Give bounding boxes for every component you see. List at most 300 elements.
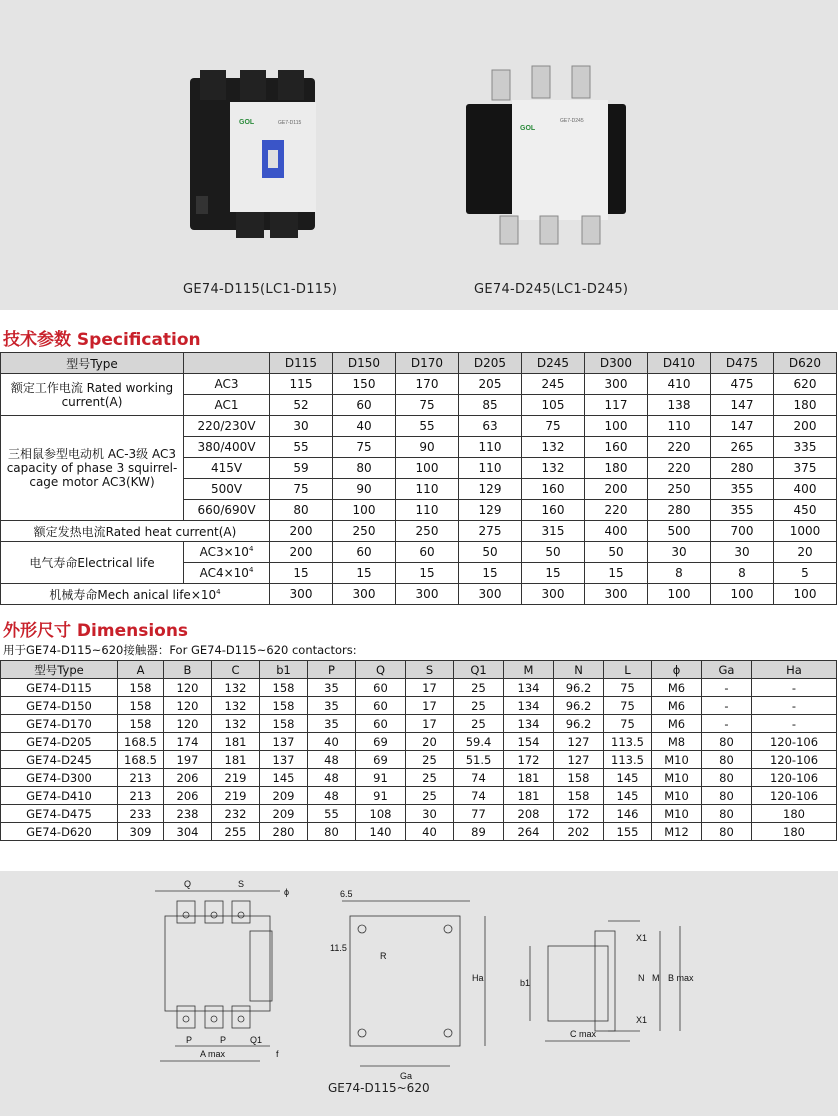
spec-cell: 75 [396, 395, 459, 416]
svg-text:S: S [238, 879, 245, 889]
dims-header-cell: Q1 [454, 661, 504, 679]
electrical-life-label: 电气寿命Electrical life [1, 542, 184, 584]
spec-cell: 110 [396, 479, 459, 500]
dims-header-cell: Ga [702, 661, 752, 679]
dims-cell: 181 [212, 751, 260, 769]
dims-cell: 60 [356, 697, 406, 715]
dims-cell: 113.5 [604, 733, 652, 751]
dims-cell: 255 [212, 823, 260, 841]
dims-cell: 75 [604, 679, 652, 697]
spec-cell: 250 [396, 521, 459, 542]
dims-header-row [1, 661, 837, 679]
spec-model: D620 [774, 353, 837, 374]
svg-text:6.5: 6.5 [340, 889, 353, 899]
row-sublabel: AC1 [184, 395, 270, 416]
dims-cell: 158 [118, 697, 164, 715]
spec-cell: 410 [648, 374, 711, 395]
spec-cell: 180 [585, 458, 648, 479]
dims-cell: 145 [260, 769, 308, 787]
dims-cell: 238 [164, 805, 212, 823]
svg-text:f: f [276, 1049, 279, 1059]
row-sublabel: 415V [184, 458, 270, 479]
dims-cell: 206 [164, 787, 212, 805]
svg-text:X1: X1 [636, 933, 648, 943]
svg-text:GE7-D245: GE7-D245 [560, 118, 584, 124]
spec-cell: 375 [774, 458, 837, 479]
spec-row-mech [1, 584, 837, 605]
spec-cell: 20 [774, 542, 837, 563]
dims-cell: M12 [652, 823, 702, 841]
dims-cell: 96.2 [554, 679, 604, 697]
dims-cell: M10 [652, 769, 702, 787]
spec-model: D475 [711, 353, 774, 374]
dims-cell: 25 [406, 787, 454, 805]
spec-cell: 132 [522, 437, 585, 458]
spec-cell: 110 [396, 500, 459, 521]
spec-cell: 180 [774, 395, 837, 416]
mech-life-label: 机械寿命Mech anical $life\times 10^4$ [1, 584, 270, 605]
dims-cell: 48 [308, 787, 356, 805]
dims-row [1, 679, 837, 697]
spec-cell: 280 [648, 500, 711, 521]
spec-cell: 220 [585, 500, 648, 521]
spec-cell: 52 [270, 395, 333, 416]
dims-cell: 145 [604, 787, 652, 805]
contactor-d245-image [466, 66, 626, 244]
dims-cell: 17 [406, 715, 454, 733]
spec-cell: 90 [333, 479, 396, 500]
spec-cell: 110 [459, 458, 522, 479]
spec-cell: 300 [396, 584, 459, 605]
dims-cell: 280 [260, 823, 308, 841]
dims-cell: 146 [604, 805, 652, 823]
dims-cell: 120-106 [752, 787, 837, 805]
product-photo-panel [0, 0, 838, 310]
dims-model-cell: GE74-D300 [1, 769, 118, 787]
dims-cell: 74 [454, 769, 504, 787]
spec-model: D150 [333, 353, 396, 374]
spec-row-elec-ac3 [1, 542, 837, 563]
spec-cell: 220 [648, 458, 711, 479]
dims-cell: 197 [164, 751, 212, 769]
dims-cell: 91 [356, 787, 406, 805]
spec-cell: 129 [459, 500, 522, 521]
dims-cell: 168.5 [118, 733, 164, 751]
dims-cell: 155 [604, 823, 652, 841]
dims-cell: 20 [406, 733, 454, 751]
spec-cell: 50 [585, 542, 648, 563]
dims-cell: 202 [554, 823, 604, 841]
dims-cell: 132 [212, 679, 260, 697]
dims-cell: M6 [652, 697, 702, 715]
dims-model-cell: GE74-D410 [1, 787, 118, 805]
spec-cell: 100 [711, 584, 774, 605]
spec-cell: 400 [774, 479, 837, 500]
dims-cell: 80 [702, 823, 752, 841]
motor-capacity-label: 三相鼠参型电动机 AC-3级 AC3 capacity of phase 3 squirrel-cage motor AC3(KW) [1, 416, 184, 521]
spec-cell: 100 [396, 458, 459, 479]
dims-cell: 134 [504, 715, 554, 733]
spec-cell: 1000 [774, 521, 837, 542]
dims-header-cell: C [212, 661, 260, 679]
dims-cell: 80 [702, 805, 752, 823]
spec-cell: 200 [270, 521, 333, 542]
dims-cell: - [702, 679, 752, 697]
spec-row-ac3 [1, 374, 837, 395]
svg-text:A max: A max [200, 1049, 226, 1059]
spec-cell: 50 [522, 542, 585, 563]
spec-cell: 300 [333, 584, 396, 605]
spec-cell: 60 [396, 542, 459, 563]
dims-cell: - [752, 697, 837, 715]
dims-cell: 80 [702, 751, 752, 769]
spec-cell: 75 [333, 437, 396, 458]
dims-cell: M6 [652, 715, 702, 733]
row-sublabel: AC3 [184, 374, 270, 395]
product-caption-d115: GE74-D115(LC1-D115) [183, 282, 338, 297]
dims-cell: 213 [118, 769, 164, 787]
dims-header-cell: N [554, 661, 604, 679]
dims-cell: 213 [118, 787, 164, 805]
rated-current-label: 额定工作电流 Rated working current(A) [1, 374, 184, 416]
svg-text:X1: X1 [636, 1015, 648, 1025]
dims-cell: 89 [454, 823, 504, 841]
dims-model-cell: GE74-D620 [1, 823, 118, 841]
spec-cell: 30 [270, 416, 333, 437]
spec-cell: 75 [522, 416, 585, 437]
svg-text:Ga: Ga [400, 1071, 413, 1081]
dims-cell: 120 [164, 715, 212, 733]
dims-cell: M10 [652, 751, 702, 769]
drawing-caption: GE74-D115~620 [328, 1081, 430, 1095]
dims-header-cell: A [118, 661, 164, 679]
spec-cell: 355 [711, 500, 774, 521]
spec-cell: 300 [585, 584, 648, 605]
mounting-view-drawing [330, 889, 485, 1081]
spec-cell: 250 [333, 521, 396, 542]
svg-text:Q: Q [184, 879, 192, 889]
spec-cell: 15 [396, 563, 459, 584]
dims-cell: 75 [604, 697, 652, 715]
dims-model-cell: GE74-D115 [1, 679, 118, 697]
dims-cell: 120 [164, 697, 212, 715]
svg-text:C max: C max [570, 1029, 597, 1039]
dims-cell: 96.2 [554, 715, 604, 733]
svg-text:B max: B max [668, 973, 694, 983]
dims-cell: 40 [406, 823, 454, 841]
spec-cell: 80 [333, 458, 396, 479]
spec-cell: 100 [585, 416, 648, 437]
dims-cell: 158 [260, 697, 308, 715]
spec-cell: 170 [396, 374, 459, 395]
spec-cell: 85 [459, 395, 522, 416]
dims-cell: M10 [652, 805, 702, 823]
dims-cell: 134 [504, 679, 554, 697]
dims-cell: 120-106 [752, 733, 837, 751]
spec-cell: 280 [711, 458, 774, 479]
spec-cell: 75 [270, 479, 333, 500]
dims-cell: - [752, 715, 837, 733]
dims-cell: 80 [308, 823, 356, 841]
dims-header-cell: P [308, 661, 356, 679]
dims-model-cell: GE74-D205 [1, 733, 118, 751]
spec-type-header: 型号Type [1, 353, 184, 374]
spec-model: D300 [585, 353, 648, 374]
spec-cell: 147 [711, 395, 774, 416]
spec-cell: 245 [522, 374, 585, 395]
dims-cell: 219 [212, 787, 260, 805]
dims-cell: 145 [604, 769, 652, 787]
dims-row [1, 733, 837, 751]
spec-cell: 450 [774, 500, 837, 521]
dims-cell: 96.2 [554, 697, 604, 715]
dims-cell: 181 [504, 787, 554, 805]
dims-row [1, 805, 837, 823]
dims-row [1, 787, 837, 805]
dims-cell: 132 [212, 697, 260, 715]
dims-cell: M6 [652, 679, 702, 697]
spec-cell: 129 [459, 479, 522, 500]
spec-cell: 200 [774, 416, 837, 437]
dims-cell: 60 [356, 679, 406, 697]
dimension-drawing-panel [0, 871, 838, 1116]
dims-cell: 120 [164, 679, 212, 697]
spec-header-row [1, 353, 837, 374]
dims-cell: 127 [554, 751, 604, 769]
dims-cell: 137 [260, 733, 308, 751]
spec-cell: 205 [459, 374, 522, 395]
heat-current-label: 额定发热电流Rated heat current(A) [1, 521, 270, 542]
dims-cell: 25 [406, 769, 454, 787]
dims-cell: 51.5 [454, 751, 504, 769]
spec-cell: 90 [396, 437, 459, 458]
dims-cell: 30 [406, 805, 454, 823]
dims-cell: 174 [164, 733, 212, 751]
svg-text:b1: b1 [520, 978, 531, 988]
dims-cell: 233 [118, 805, 164, 823]
spec-cell: 275 [459, 521, 522, 542]
svg-text:ϕ: ϕ [284, 887, 290, 897]
dims-cell: 137 [260, 751, 308, 769]
spec-cell: 355 [711, 479, 774, 500]
dims-header-cell: B [164, 661, 212, 679]
spec-cell: 60 [333, 395, 396, 416]
dims-cell: 80 [702, 733, 752, 751]
spec-cell: 40 [333, 416, 396, 437]
spec-cell: 30 [648, 542, 711, 563]
dims-cell: 172 [504, 751, 554, 769]
svg-text:P: P [186, 1035, 193, 1045]
dims-row [1, 751, 837, 769]
spec-cell: 15 [585, 563, 648, 584]
spec-cell: 400 [585, 521, 648, 542]
spec-cell: 335 [774, 437, 837, 458]
dims-cell: 180 [752, 805, 837, 823]
dims-cell: 77 [454, 805, 504, 823]
spec-cell: 15 [270, 563, 333, 584]
dims-header-cell: Ha [752, 661, 837, 679]
dims-cell: 206 [164, 769, 212, 787]
dims-cell: 91 [356, 769, 406, 787]
dims-cell: 55 [308, 805, 356, 823]
spec-cell: 55 [396, 416, 459, 437]
dims-row [1, 769, 837, 787]
spec-row-motor-0 [1, 416, 837, 437]
spec-cell: 8 [648, 563, 711, 584]
dims-cell: 264 [504, 823, 554, 841]
spec-cell: 100 [333, 500, 396, 521]
dims-model-cell: GE74-D150 [1, 697, 118, 715]
dims-cell: - [702, 715, 752, 733]
dims-cell: 209 [260, 787, 308, 805]
spec-cell: 250 [648, 479, 711, 500]
dims-cell: 158 [260, 679, 308, 697]
dims-cell: 219 [212, 769, 260, 787]
spec-cell: 110 [648, 416, 711, 437]
dims-title: 外形尺寸 Dimensions [3, 621, 189, 641]
dims-cell: 75 [604, 715, 652, 733]
dims-model-cell: GE74-D170 [1, 715, 118, 733]
dims-cell: 17 [406, 679, 454, 697]
dims-row [1, 715, 837, 733]
spec-cell: 63 [459, 416, 522, 437]
spec-cell: 115 [270, 374, 333, 395]
spec-cell: 100 [774, 584, 837, 605]
spec-cell: 220 [648, 437, 711, 458]
spec-title: 技术参数 Specification [3, 330, 201, 350]
dims-cell: M10 [652, 787, 702, 805]
spec-cell: 80 [270, 500, 333, 521]
spec-cell: 300 [585, 374, 648, 395]
dims-cell: 158 [118, 715, 164, 733]
spec-model: D205 [459, 353, 522, 374]
dims-cell: 35 [308, 697, 356, 715]
dims-cell: 69 [356, 751, 406, 769]
dims-cell: 208 [504, 805, 554, 823]
dims-cell: 140 [356, 823, 406, 841]
svg-text:R: R [380, 951, 387, 961]
dimension-drawings [0, 871, 838, 1116]
dims-cell: 113.5 [604, 751, 652, 769]
dims-cell: 74 [454, 787, 504, 805]
spec-cell: 160 [522, 500, 585, 521]
svg-text:Ha: Ha [472, 973, 484, 983]
dims-cell: 158 [260, 715, 308, 733]
front-view-drawing [155, 879, 289, 1061]
dims-cell: 232 [212, 805, 260, 823]
row-sublabel: 660/690V [184, 500, 270, 521]
dims-cell: 48 [308, 751, 356, 769]
dims-header-cell: b1 [260, 661, 308, 679]
dims-cell: 35 [308, 679, 356, 697]
dims-cell: 35 [308, 715, 356, 733]
dims-cell: 60 [356, 715, 406, 733]
spec-model: D170 [396, 353, 459, 374]
spec-cell: 265 [711, 437, 774, 458]
dims-model-cell: GE74-D475 [1, 805, 118, 823]
dims-header-cell: Q [356, 661, 406, 679]
spec-cell: 100 [648, 584, 711, 605]
dims-note: 用于GE74-D115~620接触器：For GE74-D115~620 contactors: [3, 643, 357, 657]
dims-cell: 304 [164, 823, 212, 841]
spec-cell: 138 [648, 395, 711, 416]
dims-cell: 127 [554, 733, 604, 751]
dims-cell: 80 [702, 769, 752, 787]
dims-cell: 158 [554, 787, 604, 805]
dims-cell: 25 [406, 751, 454, 769]
spec-cell: 59 [270, 458, 333, 479]
dims-cell: 59.4 [454, 733, 504, 751]
spec-cell: 150 [333, 374, 396, 395]
contactor-d115-image [190, 70, 316, 238]
svg-text:N: N [638, 973, 645, 983]
spec-cell: 50 [459, 542, 522, 563]
spec-cell: 55 [270, 437, 333, 458]
spec-cell: 300 [522, 584, 585, 605]
svg-text:GOL: GOL [520, 125, 536, 132]
dims-cell: 181 [504, 769, 554, 787]
spec-cell: 620 [774, 374, 837, 395]
svg-text:GE7-D115: GE7-D115 [278, 120, 302, 126]
dims-cell: 158 [118, 679, 164, 697]
dims-cell: - [752, 679, 837, 697]
spec-table [0, 352, 837, 605]
spec-cell: 60 [333, 542, 396, 563]
spec-cell: 117 [585, 395, 648, 416]
dims-cell: 120-106 [752, 751, 837, 769]
svg-text:P: P [220, 1035, 227, 1045]
dims-header-cell: 型号Type [1, 661, 118, 679]
spec-cell: 200 [585, 479, 648, 500]
product-photos [0, 0, 838, 310]
dims-header-cell: S [406, 661, 454, 679]
row-sublabel: $AC4\times 10^4$ [184, 563, 270, 584]
spec-cell: 160 [522, 479, 585, 500]
spec-cell: 15 [459, 563, 522, 584]
spec-model: D245 [522, 353, 585, 374]
spec-model: D115 [270, 353, 333, 374]
spec-cell: 500 [648, 521, 711, 542]
dims-table [0, 660, 837, 841]
dims-cell: 108 [356, 805, 406, 823]
row-sublabel: 380/400V [184, 437, 270, 458]
spec-cell: 30 [711, 542, 774, 563]
spec-cell: 15 [333, 563, 396, 584]
dims-cell: 48 [308, 769, 356, 787]
spec-cell: 700 [711, 521, 774, 542]
dims-cell: M8 [652, 733, 702, 751]
dims-cell: 40 [308, 733, 356, 751]
dims-cell: 172 [554, 805, 604, 823]
dims-header-cell: ϕ [652, 661, 702, 679]
dims-cell: - [702, 697, 752, 715]
dims-cell: 309 [118, 823, 164, 841]
dims-cell: 25 [454, 715, 504, 733]
spec-cell: 315 [522, 521, 585, 542]
row-sublabel: $AC3\times 10^4$ [184, 542, 270, 563]
spec-cell: 15 [522, 563, 585, 584]
spec-cell: 200 [270, 542, 333, 563]
spec-cell: 132 [522, 458, 585, 479]
spec-cell: 300 [459, 584, 522, 605]
dims-cell: 80 [702, 787, 752, 805]
dims-cell: 69 [356, 733, 406, 751]
dims-cell: 154 [504, 733, 554, 751]
dims-header-cell: L [604, 661, 652, 679]
dims-model-cell: GE74-D245 [1, 751, 118, 769]
spec-cell: 160 [585, 437, 648, 458]
svg-text:11.5: 11.5 [330, 943, 347, 953]
